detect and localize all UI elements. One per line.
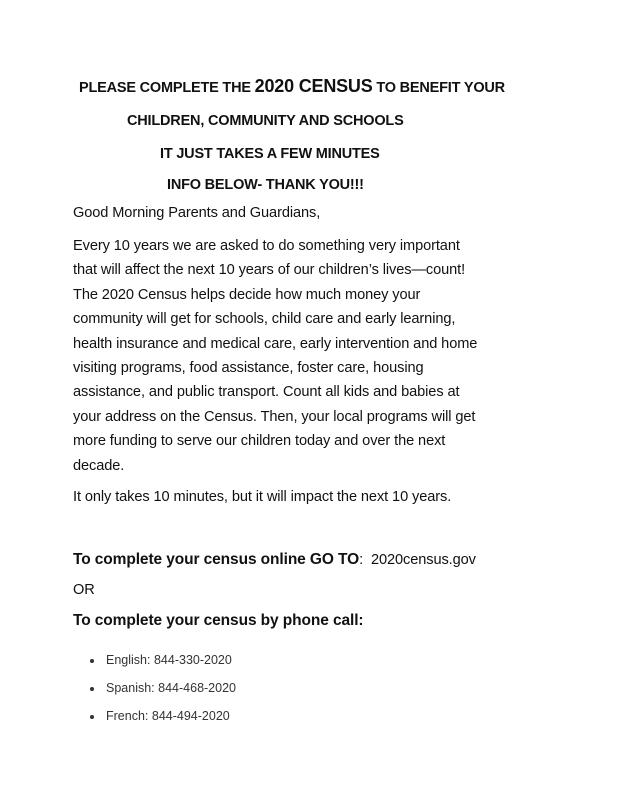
colon: : (359, 552, 364, 568)
body-line: assistance, and public transport. Count all kids and babies at (73, 384, 460, 401)
phone-number[interactable]: 844-494-2020 (151, 709, 230, 723)
body-line: community will get for schools, child care and early learning, (73, 311, 456, 328)
body-line: The 2020 Census helps decide how much money your (73, 286, 421, 303)
body-line: Every 10 years we are asked to do something very important (73, 238, 460, 254)
online-instruction (73, 551, 476, 569)
online-label: To complete your census online GO TO (73, 551, 360, 568)
or-text: OR (73, 582, 95, 598)
bullet-icon (90, 687, 94, 691)
body-line: that will affect the next 10 years of our children’s lives—count! (73, 262, 466, 279)
heading-line-2: CHILDREN, COMMUNITY AND SCHOOLS (127, 113, 404, 129)
body-line: your address on the Census. Then, your local programs will get (73, 408, 476, 425)
impact-sentence: It only takes 10 minutes, but it will impact the next 10 years. (73, 489, 452, 505)
phone-list-item (90, 709, 230, 723)
body-line: health insurance and medical care, early intervention and home (73, 335, 478, 352)
heading-emphasis: 2020 CENSUS (254, 76, 373, 96)
body-line: decade. (73, 457, 125, 474)
heading-line-3: IT JUST TAKES A FEW MINUTES (160, 146, 380, 162)
phone-number[interactable]: 844-468-2020 (158, 681, 236, 695)
phone-language: Spanish: (106, 681, 155, 695)
phone-list-item (90, 653, 232, 667)
phone-language: French: (106, 709, 149, 723)
heading-text: TO BENEFIT YOUR (372, 80, 505, 96)
phone-heading: To complete your census by phone call: (73, 612, 364, 629)
heading-text: PLEASE COMPLETE THE (79, 80, 255, 96)
phone-number[interactable]: 844-330-2020 (153, 653, 232, 667)
bullet-icon (90, 659, 94, 663)
heading-line-4: INFO BELOW- THANK YOU!!! (167, 177, 364, 193)
heading-line-1 (79, 76, 505, 97)
bullet-icon (90, 715, 94, 719)
census-website-link[interactable]: 2020census.gov (370, 552, 476, 568)
body-line: more funding to serve our children today and over the next (73, 433, 446, 450)
phone-list-item (90, 681, 236, 695)
phone-language: English: (106, 653, 151, 667)
body-line: visiting programs, food assistance, foster care, housing (73, 360, 424, 376)
greeting: Good Morning Parents and Guardians, (73, 205, 321, 221)
